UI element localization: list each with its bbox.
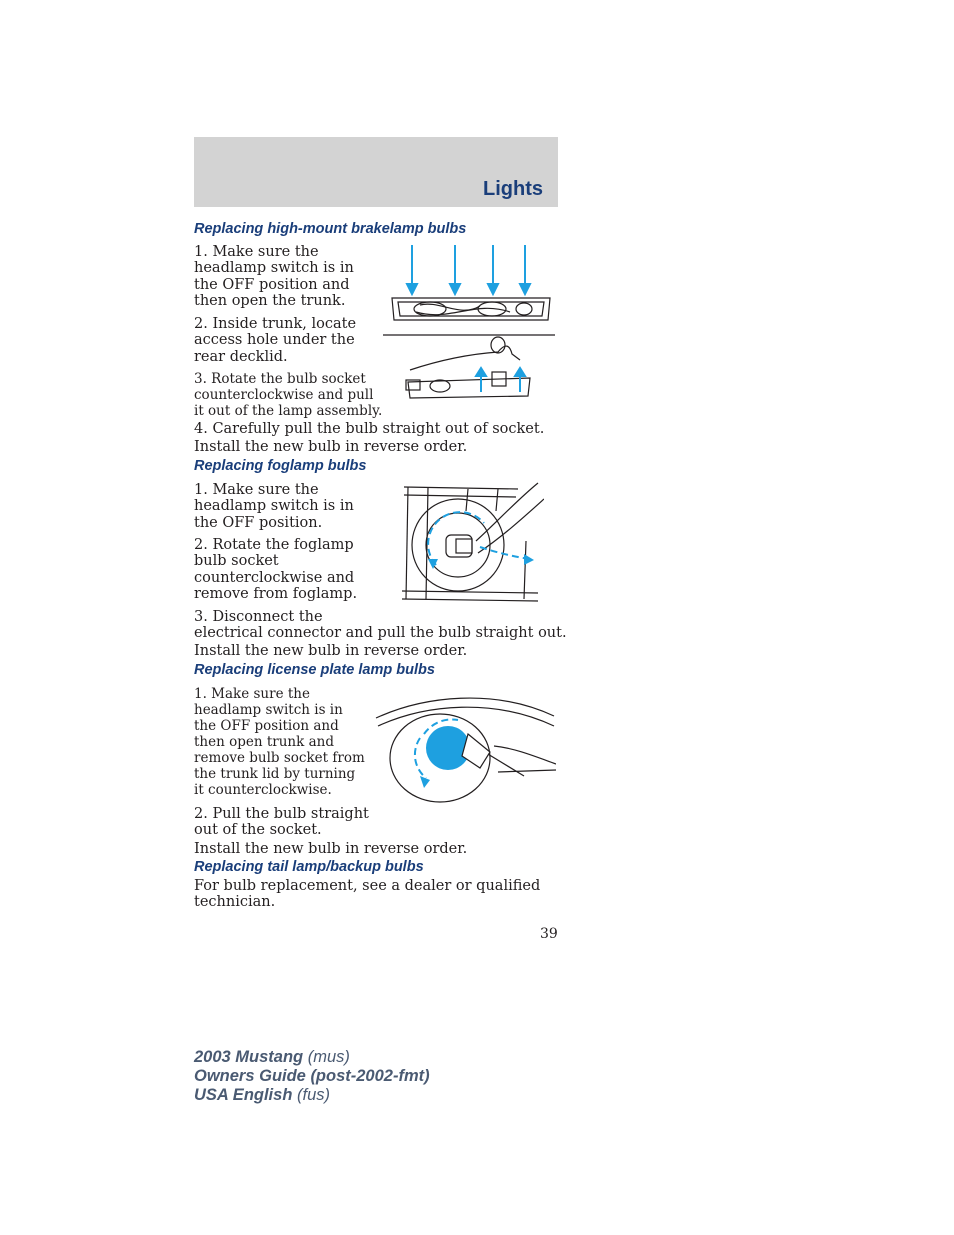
- brakelamp-install-note: Install the new bulb in reverse order.: [194, 439, 468, 455]
- chapter-title: Lights: [483, 178, 543, 200]
- license-step-2: 2. Pull the bulb straight out of the socket.: [194, 806, 369, 839]
- footer-model-code: (mus): [303, 1048, 350, 1066]
- section-heading-taillamp: Replacing tail lamp/backup bulbs: [194, 859, 424, 875]
- foglamp-install-note: Install the new bulb in reverse order.: [194, 643, 468, 659]
- footer-language-code: (fus): [292, 1086, 330, 1104]
- document-footer: [194, 1048, 430, 1105]
- footer-guide: Owners Guide (post-2002-fmt): [194, 1067, 430, 1085]
- section-heading-foglamp: Replacing foglamp bulbs: [194, 458, 367, 474]
- chapter-header: [194, 137, 558, 207]
- foglamp-step-3: 3. Disconnect the electrical connector and pull the bulb straight out.: [194, 609, 567, 642]
- brakelamp-illustration: [380, 242, 558, 410]
- taillamp-text: For bulb replacement, see a dealer or qualified technician.: [194, 878, 541, 911]
- brakelamp-step-3: 3. Rotate the bulb socket counterclockwise and pull it out of the lamp assembly.: [194, 371, 383, 419]
- foglamp-step-1: 1. Make sure the headlamp switch is in the OFF position.: [194, 482, 354, 531]
- page-number: 39: [540, 926, 558, 942]
- license-lamp-illustration: [374, 686, 556, 810]
- section-heading-license: Replacing license plate lamp bulbs: [194, 662, 435, 678]
- foglamp-step-2: 2. Rotate the foglamp bulb socket counterclockwise and remove from foglamp.: [194, 537, 358, 603]
- license-install-note: Install the new bulb in reverse order.: [194, 841, 468, 857]
- footer-model: 2003 Mustang: [194, 1048, 304, 1066]
- foglamp-illustration: [398, 481, 544, 605]
- license-step-1: 1. Make sure the headlamp switch is in the OFF position and then open trunk and remove bulb socket from the trunk lid by turning it counterclockwise.: [194, 686, 365, 798]
- brakelamp-step-4: 4. Carefully pull the bulb straight out of socket.: [194, 421, 545, 437]
- brakelamp-step-2: 2. Inside trunk, locate access hole under the rear decklid.: [194, 316, 357, 365]
- footer-language: USA English: [194, 1086, 293, 1104]
- brakelamp-step-1: 1. Make sure the headlamp switch is in the OFF position and then open the trunk.: [194, 244, 354, 310]
- section-heading-brakelamp: Replacing high-mount brakelamp bulbs: [194, 221, 467, 237]
